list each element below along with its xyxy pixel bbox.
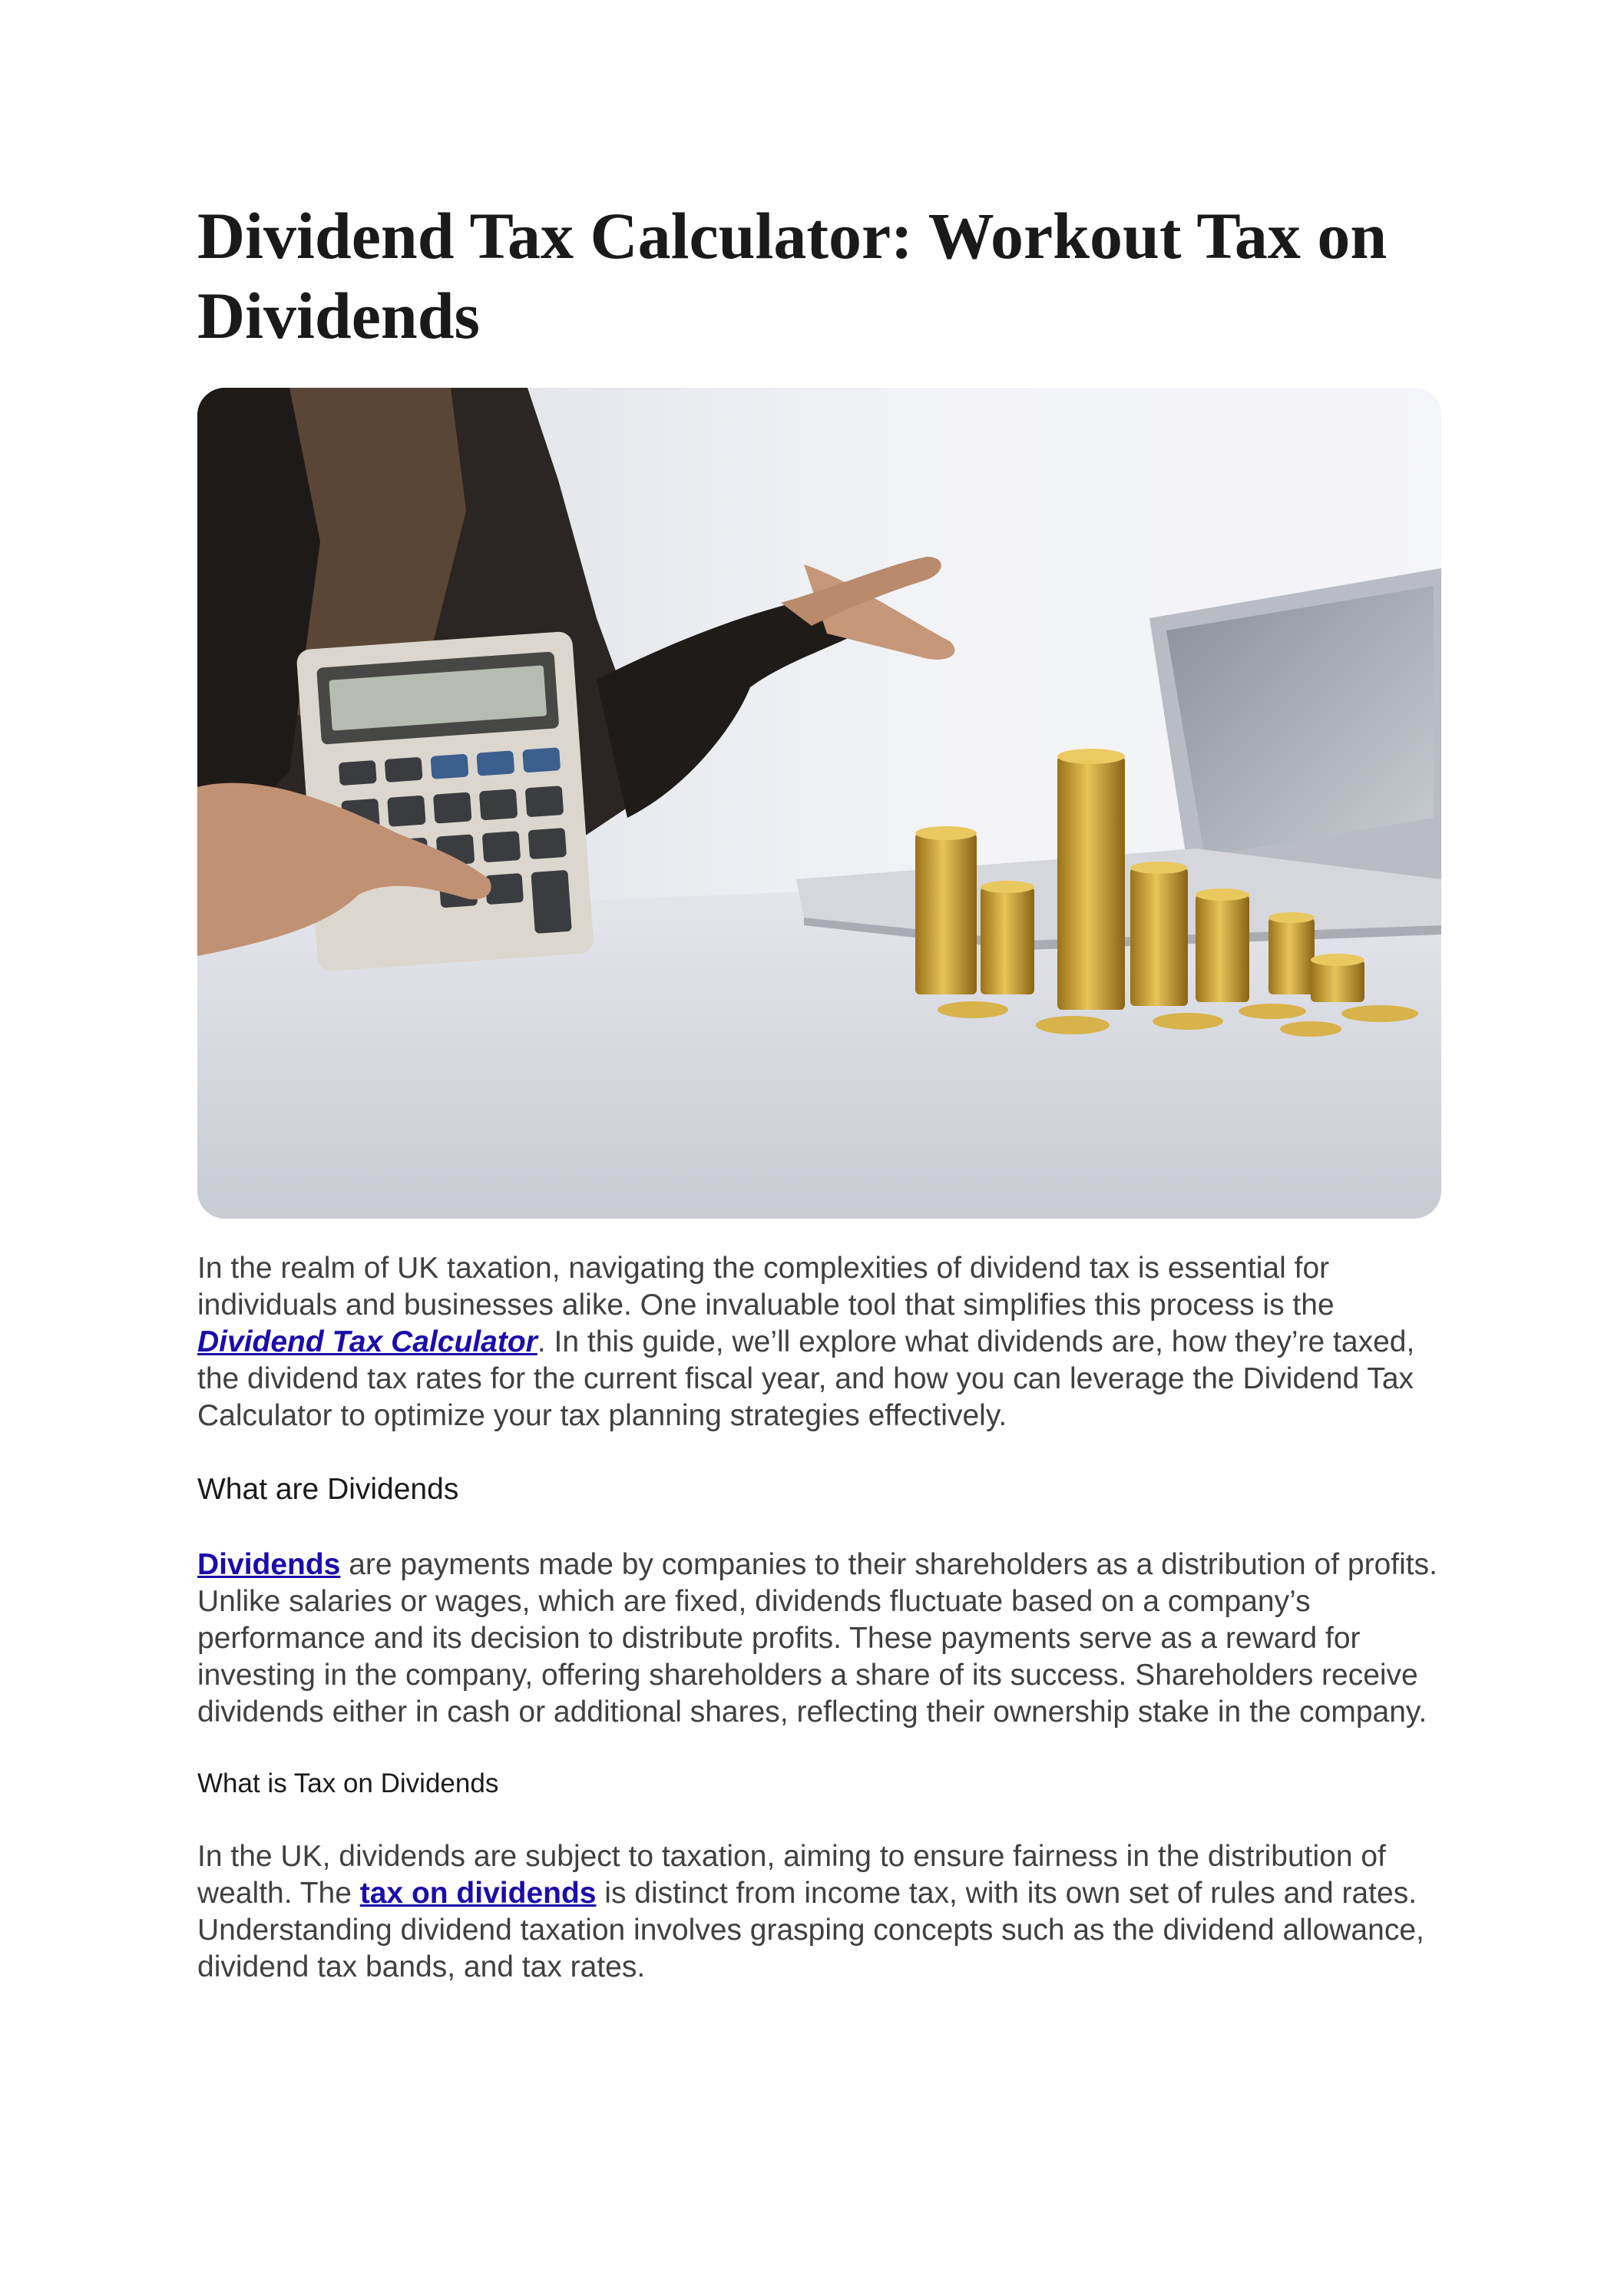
dividend-tax-calculator-link[interactable]: Dividend Tax Calculator <box>197 1325 537 1358</box>
article-body <box>197 1250 1457 1986</box>
tax-paragraph <box>197 1838 1457 1986</box>
dividends-link[interactable]: Dividends <box>197 1548 341 1581</box>
intro-text-start: In the realm of UK taxation, navigating the complexities of dividend tax is essential for individuals and businesses alike. One invaluable tool that simplifies this process is the <box>197 1252 1335 1322</box>
hero-illustration <box>197 388 1441 1219</box>
tax-on-dividends-link[interactable]: tax on dividends <box>359 1877 597 1910</box>
section-heading-tax-on-dividends: What is Tax on Dividends <box>197 1768 499 1798</box>
section-heading-what-are-dividends: What are Dividends <box>197 1473 459 1506</box>
tax-text-start: In the UK, dividends are subject to taxation, aiming to ensure fairness in the distribution of wealth. The <box>197 1840 1386 1910</box>
dividends-text: are payments made by companies to their shareholders as a distribution of profits. Unlike salaries or wages, which are fixed, dividends fluctuate based on a company’s performance and its decision to distribute profits. These payments serve as a reward for investing in the company, offering shareholders a share of its success. Shareholders receive dividends either in cash or additional shares, reflecting their ownership stake in the company. <box>197 1548 1437 1729</box>
tax-text-end: is distinct from income tax, with its own set of rules and rates. Understanding dividend taxation involves grasping concepts such as the dividend allowance, dividend tax bands, and tax rates. <box>197 1877 1424 1983</box>
page-title: Dividend Tax Calculator: Workout Tax on Dividends <box>197 199 1388 352</box>
intro-text-end: . In this guide, we’ll explore what dividends are, how they’re taxed, the dividend tax rates for the current fiscal year, and how you can leverage the Dividend Tax Calculator to optimize your tax planning strategies effectively. <box>197 1325 1415 1432</box>
hero-image <box>197 388 1441 1219</box>
intro-paragraph <box>197 1250 1457 1434</box>
dividends-paragraph <box>197 1547 1457 1731</box>
document-page <box>197 196 1441 356</box>
